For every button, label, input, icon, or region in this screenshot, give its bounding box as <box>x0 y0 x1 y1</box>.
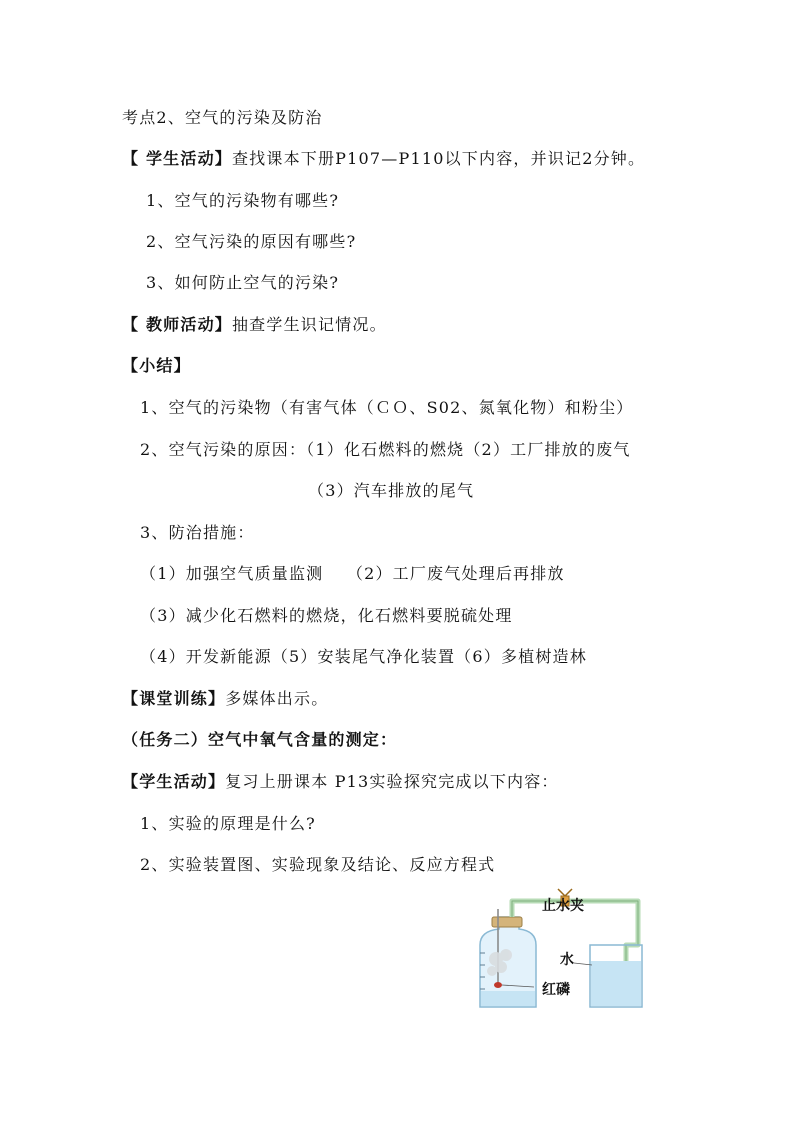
red-phosphorus <box>494 982 502 988</box>
summary-item-2: 2、空气污染的原因：（1）化石燃料的燃烧（2）工厂排放的废气 <box>140 440 631 459</box>
clamp-label: 止水夹 <box>542 898 584 914</box>
student-activity-text: 查找课本下册P107—P110以下内容，并识记2分钟。 <box>231 149 646 168</box>
student-activity-2-text: 复习上册课本 P13实验探究完成以下内容： <box>225 772 559 791</box>
class-training-tag: 【课堂训练】 <box>122 689 226 708</box>
water-label: 水 <box>560 952 574 968</box>
teacher-activity-tag: 【 教师活动】 <box>122 315 232 334</box>
beaker-water <box>591 961 641 1006</box>
experiment-question-2: 2、实验装置图、实验现象及结论、反应方程式 <box>140 855 496 874</box>
experiment-question-1: 1、实验的原理是什么? <box>140 814 316 833</box>
stopper <box>492 917 522 927</box>
summary-item-1: 1、空气的污染物（有害气体（ＣＯ、S02、氮氧化物）和粉尘） <box>140 398 634 417</box>
bottle-water <box>481 991 535 1006</box>
task-two-heading: （任务二）空气中氧气含量的测定： <box>122 730 398 749</box>
summary-heading: 【小结】 <box>122 356 191 375</box>
measure-4-6: （4）开发新能源（5）安装尾气净化装置（6）多植树造林 <box>140 647 587 666</box>
section-heading: 考点2、空气的污染及防治 <box>122 108 323 127</box>
student-activity-line <box>122 148 645 170</box>
measure-3: （3）减少化石燃料的燃烧，化石燃料要脱硫处理 <box>140 606 513 625</box>
phosphorus-label: 红磷 <box>542 982 570 998</box>
question-2: 2、空气污染的原因有哪些? <box>146 232 357 251</box>
student-activity-tag: 【 学生活动】 <box>122 149 232 168</box>
teacher-activity-line <box>122 314 387 336</box>
question-1: 1、空气的污染物有哪些? <box>146 191 340 210</box>
student-activity-2-line <box>122 771 559 793</box>
class-training-line <box>122 688 328 710</box>
apparatus-diagram <box>474 887 652 1011</box>
teacher-activity-text: 抽查学生识记情况。 <box>231 315 387 334</box>
summary-item-3: 3、防治措施： <box>140 523 255 542</box>
question-3: 3、如何防止空气的污染? <box>146 273 340 292</box>
class-training-text: 多媒体出示。 <box>225 689 329 708</box>
measure-1-2: （1）加强空气质量监测 （2）工厂废气处理后再排放 <box>140 564 565 583</box>
student-activity-2-tag: 【学生活动】 <box>122 772 226 791</box>
summary-item-2-cont: （3）汽车排放的尾气 <box>308 481 475 500</box>
